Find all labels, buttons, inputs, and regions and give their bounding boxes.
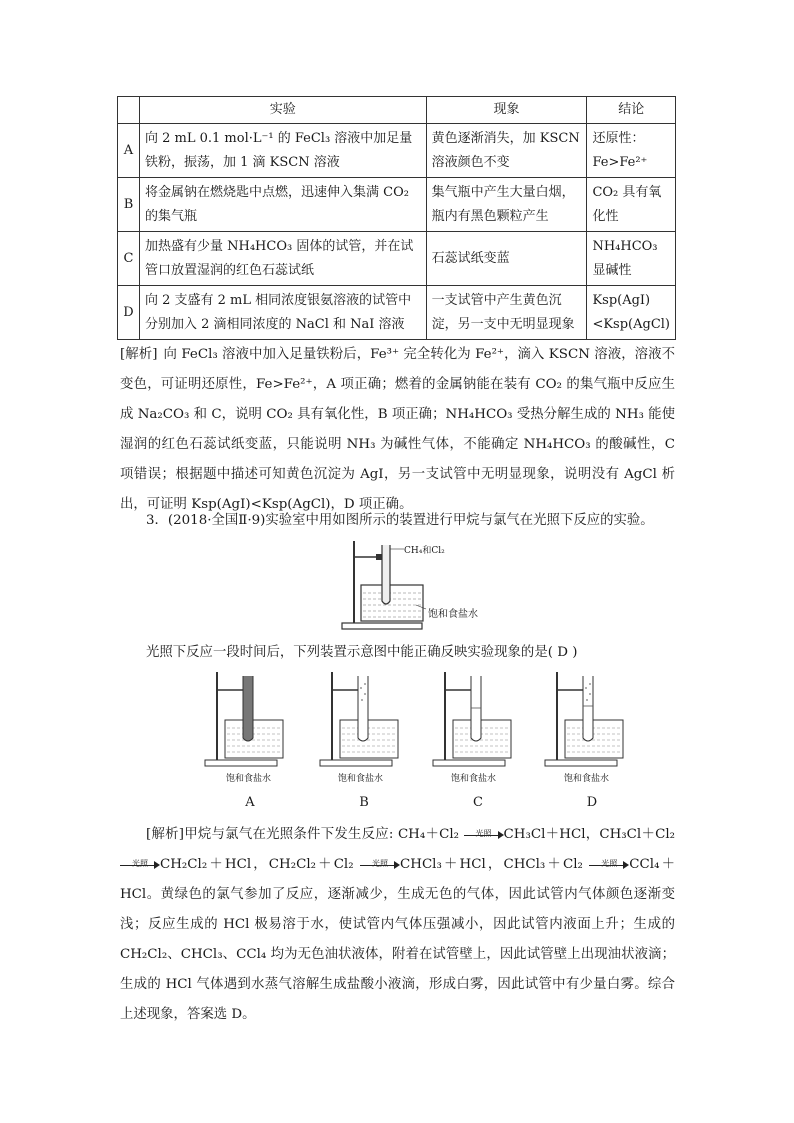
arrow-label: 光照 [475, 828, 492, 838]
table-row [118, 232, 676, 286]
row-experiment: 加热盛有少量 NH₄HCO₃ 固体的试管，并在试管口放置湿润的红色石蕊试纸 [139, 232, 426, 286]
row-option: C [118, 232, 140, 286]
row-experiment: 向 2 mL 0.1 mol·L⁻¹ 的 FeCl₃ 溶液中加足量铁粉，振荡，加 1 滴 KSCN 溶液 [139, 124, 426, 178]
experiment-table [117, 96, 676, 340]
row-option: D [118, 286, 140, 340]
table-row [118, 178, 676, 232]
table-row [118, 286, 676, 340]
row-phenomenon: 一支试管中产生黄色沉淀，另一支中无明显现象 [426, 286, 587, 340]
row-phenomenon: 集气瓶中产生大量白烟，瓶内有黑色颗粒产生 [426, 178, 587, 232]
option-b-liquid-label: 饱和食盐水 [338, 774, 384, 784]
reaction-part-4: CHCl₃＋HCl，CHCl₃＋Cl₂ [400, 857, 583, 872]
analysis-rest: 黄绿色的氯气参加了反应，逐渐减少，生成无色的气体，因此试管内气体颜色逐渐变浅；反应生成的 HCl 极易溶于水，使试管内气体压强减小，因此试管内液面上升；生成的 CH₂Cl₂、CHCl₃、CCl₄ 均为无色油状液体，附着在试管壁上，因此试管壁上出现油状液滴；生成的 HCl 气体遇到水蒸气溶解生成盐酸小液滴，形成白雾，因此试管中有少量白雾。综合上述现象，答案选 D。 [120, 887, 675, 1022]
reaction-part-5: CCl₄＋HCl。 [120, 857, 675, 902]
liquid-label: 饱和食盐水 [428, 609, 478, 620]
option-d-label: D [586, 795, 598, 810]
option-a-figure [203, 668, 298, 773]
question-prompt: 光照下反应一段时间后，下列装置示意图中能正确反映实验现象的是( D ) [146, 645, 578, 660]
row-option: B [118, 178, 140, 232]
reaction-arrow-icon [589, 858, 629, 872]
analysis-tag: [解析] [146, 827, 184, 842]
row-experiment: 向 2 支盛有 2 mL 相同浓度银氨溶液的试管中分别加入 2 滴相同浓度的 NaCl 和 NaI 溶液 [139, 286, 426, 340]
option-b-label: B [359, 795, 369, 810]
header-blank [118, 97, 140, 124]
option-b-figure [318, 668, 413, 773]
option-c-figure [431, 668, 526, 773]
arrow-label: 光照 [372, 858, 389, 868]
row-phenomenon: 石蕊试纸变蓝 [426, 232, 587, 286]
header-phenomenon: 现象 [426, 97, 587, 124]
option-c-liquid-label: 饱和食盐水 [451, 774, 497, 784]
row-conclusion: NH₄HCO₃ 显碱性 [587, 232, 676, 286]
row-conclusion: 还原性：Fe>Fe²⁺ [587, 124, 676, 178]
table-row [118, 124, 676, 178]
gas-label: CH₄和Cl₂ [404, 546, 445, 556]
analysis-2 [120, 820, 675, 1030]
analysis-1 [120, 340, 675, 520]
arrow-label: 光照 [132, 858, 148, 868]
arrow-label: 光照 [601, 858, 618, 868]
option-d-figure [543, 668, 638, 773]
row-conclusion: CO₂ 具有氧化性 [587, 178, 676, 232]
header-experiment: 实验 [139, 97, 426, 124]
option-a-liquid-label: 饱和食盐水 [226, 774, 272, 784]
reaction-arrow-icon [464, 828, 504, 842]
header-conclusion: 结论 [587, 97, 676, 124]
row-experiment: 将金属钠在燃烧匙中点燃，迅速伸入集满 CO₂ 的集气瓶 [139, 178, 426, 232]
row-option: A [118, 124, 140, 178]
option-a-label: A [245, 795, 255, 810]
option-c-label: C [473, 795, 483, 810]
analysis-text: 向 FeCl₃ 溶液中加入足量铁粉后，Fe³⁺ 完全转化为 Fe²⁺，滴入 KSCN 溶液，溶液不变色，可证明还原性，Fe>Fe²⁺，A 项正确；燃着的金属钠能在装有 CO₂ 的集气瓶中反应生成 Na₂CO₃ 和 C，说明 CO₂ 具有氧化性，B 项正确；NH₄HCO₃ 受热分解生成的 NH₃ 能使湿润的红色石蕊试纸变蓝，只能说明 NH₃ 为碱性气体，不能确定 NH₄HCO₃ 的酸碱性，C 项错误；根据题中描述可知黄色沉淀为 AgI，另一支试管中无明显现象，说明没有 AgCl 析出，可证明 Ksp(AgI)<Ksp(AgCl)，D 项正确。 [120, 347, 675, 512]
analysis-tag: [解析] [120, 347, 158, 362]
row-phenomenon: 黄色逐渐消失，加 KSCN 溶液颜色不变 [426, 124, 587, 178]
reaction-arrow-icon [120, 858, 160, 872]
reaction-arrow-icon [360, 858, 400, 872]
option-d-liquid-label: 饱和食盐水 [564, 774, 610, 784]
question-stem: 3．(2018·全国Ⅱ·9)实验室中用如图所示的装置进行甲烷与氯气在光照下反应的实验。 [146, 513, 654, 528]
reaction-part-3: CH₂Cl₂＋HCl，CH₂Cl₂＋Cl₂ [160, 857, 354, 872]
reaction-part-1: 甲烷与氯气在光照条件下发生反应: CH₄＋Cl₂ [184, 827, 460, 842]
row-conclusion: Ksp(AgI)<Ksp(AgCl) [587, 286, 676, 340]
reaction-part-2: CH₃Cl＋HCl，CH₃Cl＋Cl₂ [503, 827, 675, 842]
